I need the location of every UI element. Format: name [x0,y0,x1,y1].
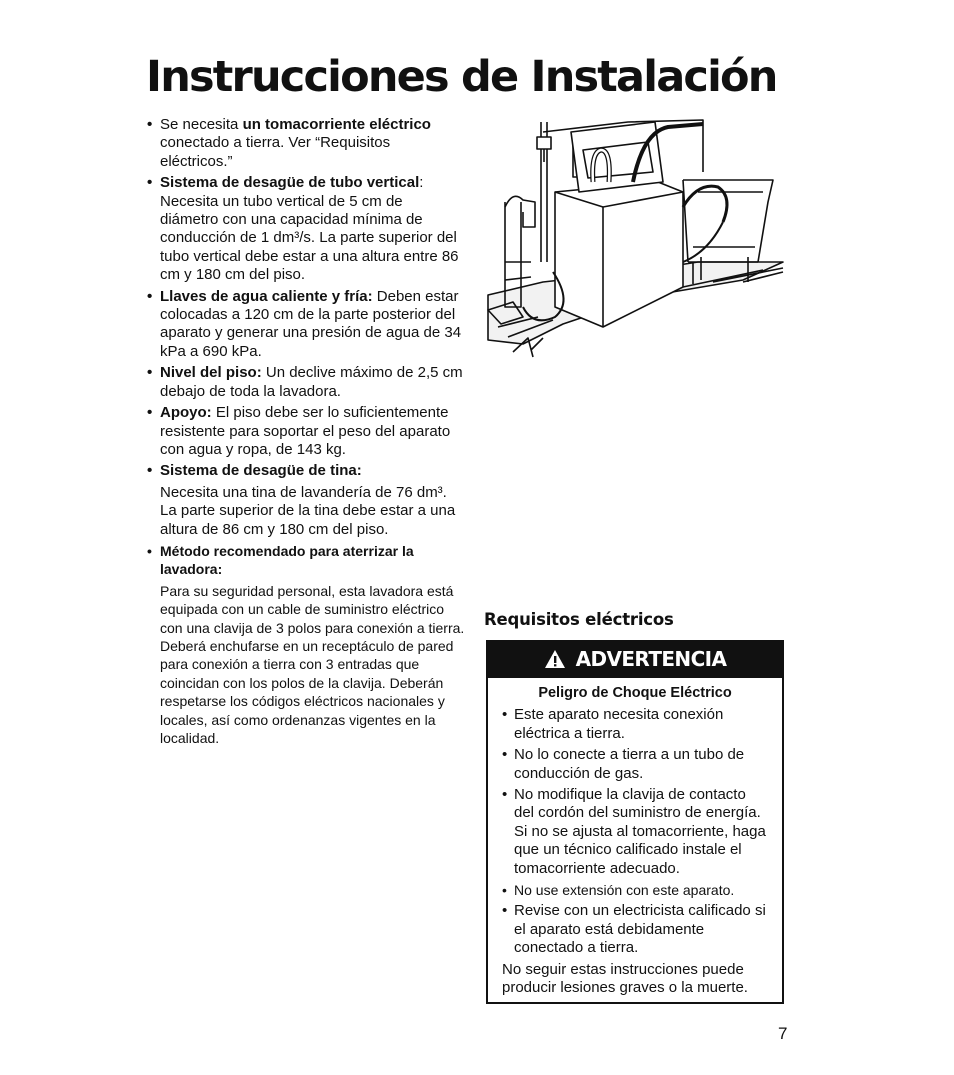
bullet-icon: • [502,786,508,804]
warning-item: • No use extensión con este aparato. [502,882,735,899]
bullet-icon: • [147,462,153,480]
bullet-icon: • [502,746,508,764]
bullet-icon: • [147,287,153,305]
bullet-icon: • [147,174,153,192]
hazard-title: Peligro de Choque Eléctrico [538,685,732,701]
requirement-standpipe: • Sistema de desagüe de tubo vertical: Necesita un tubo vertical de 5 cm de diámetro con una capacidad mínima de conducción de 1 dm³/s. La parte superior del tubo vertical debe estar a una altura entre 86 cm y 180 cm del piso. [147,174,459,284]
warning-box [486,640,784,1004]
requirement-faucets: • Llaves de agua caliente y fría: Deben estar colocadas a 120 cm de la parte posterior del aparato y generar una presión de agua de 34 kPa a 690 kPa. [147,287,462,360]
bullet-icon: • [502,902,508,920]
warning-item: • No lo conecte a tierra a un tubo de conducción de gas. [502,746,745,782]
requirements-column [147,116,465,750]
warning-label: ADVERTENCIA [575,647,727,671]
warning-header [488,640,782,678]
bullet-icon: • [502,706,508,724]
requirement-support: • Apoyo: El piso debe ser lo suficientemente resistente para soportar el peso del aparato con agua y ropa, de 143 kg. [147,404,451,458]
requirement-floor-level: • Nivel del piso: Un declive máximo de 2,5 cm debajo de toda la lavadora. [147,364,463,400]
electrical-requirements-title: Requisitos eléctricos [484,610,674,629]
requirement-outlet: • Se necesita un tomacorriente eléctrico conectado a tierra. Ver “Requisitos eléctricos.” [147,116,431,170]
warning-body [488,678,782,998]
warning-triangle-icon [544,649,566,669]
grounding-heading: • Método recomendado para aterrizar la lavadora: [147,542,414,578]
tub-drain-heading: • Sistema de desagüe de tina: [147,462,362,480]
bullet-icon: • [147,364,153,382]
page-title: Instrucciones de Instalación [146,52,777,102]
grounding-text: Para su seguridad personal, esta lavadora está equipada con un cable de suministro eléctrico con una clavija de 3 polos para conexión a tierra. Deberá enchufarse en un receptáculo de pared para conexión a tierra con 3 entradas que coincidan con los polos de la clavija. Deberán respetarse los códigos eléctricos nacionales y locales, así como ordenanzas vigentes en la localidad. [160,582,465,746]
bullet-icon: • [147,542,152,559]
bullet-icon: • [147,404,153,422]
warning-item: • Revise con un electricista calificado si el aparato está debidamente conectado a tierra. [502,902,766,957]
warning-footer: No seguir estas instrucciones puede producir lesiones graves o la muerte. [502,960,748,997]
warning-item: • No modifique la clavija de contacto del cordón del suministro de energía. Si no se ajusta al tomacorriente, haga que un técnico calificado instale el tomacorriente adecuado. [502,786,766,877]
washer-installation-illustration [483,112,788,374]
bullet-icon: • [147,116,153,133]
warning-item: • Este aparato necesita conexión eléctrica a tierra. [502,706,724,742]
tub-drain-text: Necesita una tina de lavandería de 76 dm³. La parte superior de la tina debe estar a una altura de 86 cm y 180 cm del piso. [160,483,456,538]
page-number: 7 [778,1024,788,1043]
bullet-icon: • [502,882,507,899]
